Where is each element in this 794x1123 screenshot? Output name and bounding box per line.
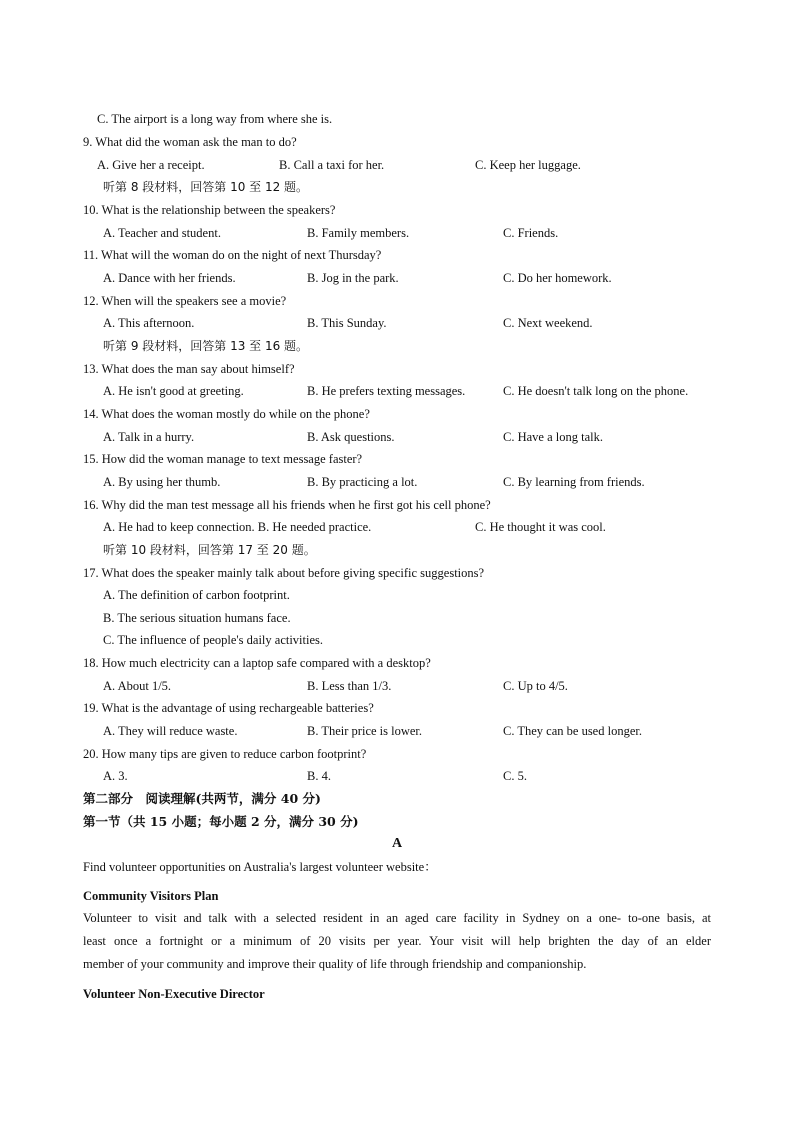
question-18: 18. How much electricity can a laptop safe compared with a desktop? xyxy=(83,656,431,670)
part-2-heading: 第二部分 阅读理解(共两节，满分 40 分) xyxy=(83,791,321,806)
q8-option-c: C. The airport is a long way from where she is. xyxy=(97,112,333,126)
passage-intro: Find volunteer opportunities on Australia's largest volunteer website： xyxy=(83,860,437,874)
heading-volunteer-director: Volunteer Non-Executive Director xyxy=(83,987,265,1001)
q19-option-c: C. They can be used longer. xyxy=(503,724,642,738)
q18-option-a: A. About 1/5. xyxy=(103,679,172,693)
q12-option-b: B. This Sunday. xyxy=(307,316,387,330)
q9-option-a: A. Give her a receipt. xyxy=(97,158,205,172)
q17-option-c: C. The influence of people's daily activities. xyxy=(103,633,324,647)
q13-option-c: C. He doesn't talk long on the phone. xyxy=(503,384,689,398)
paragraph-line-2: least once a fortnight or a minimum of 20 visits per year. Your visit will help brighten the day of an elder xyxy=(83,934,711,948)
q20-option-c: C. 5. xyxy=(503,769,527,783)
q13-option-a: A. He isn't good at greeting. xyxy=(103,384,244,398)
q17-option-b: B. The serious situation humans face. xyxy=(103,611,291,625)
q16-option-c: C. He thought it was cool. xyxy=(475,520,606,534)
section-8-instruction: 听第 8 段材料，回答第 10 至 12 题。 xyxy=(103,180,309,194)
section-1-heading: 第一节（共 15 小题；每小题 2 分，满分 30 分) xyxy=(83,814,359,829)
question-11: 11. What will the woman do on the night of next Thursday? xyxy=(83,248,382,262)
q20-option-b: B. 4. xyxy=(307,769,331,783)
passage-a-label: A xyxy=(391,836,403,851)
q14-option-b: B. Ask questions. xyxy=(307,430,395,444)
question-12: 12. When will the speakers see a movie? xyxy=(83,294,287,308)
paragraph-line-3: member of your community and improve their quality of life through friendship and companionship. xyxy=(83,957,587,971)
q10-option-c: C. Friends. xyxy=(503,226,559,240)
q19-option-b: B. Their price is lower. xyxy=(307,724,423,738)
question-17: 17. What does the speaker mainly talk about before giving specific suggestions? xyxy=(83,566,485,580)
q18-option-c: C. Up to 4/5. xyxy=(503,679,568,693)
q10-option-b: B. Family members. xyxy=(307,226,410,240)
q12-option-c: C. Next weekend. xyxy=(503,316,593,330)
q16-options-a-b: A. He had to keep connection. B. He needed practice. xyxy=(103,520,372,534)
q18-option-b: B. Less than 1/3. xyxy=(307,679,392,693)
q9-option-c: C. Keep her luggage. xyxy=(475,158,581,172)
q13-option-b: B. He prefers texting messages. xyxy=(307,384,466,398)
question-9: 9. What did the woman ask the man to do? xyxy=(83,135,297,149)
question-20: 20. How many tips are given to reduce carbon footprint? xyxy=(83,747,367,761)
section-10-instruction: 听第 10 段材料，回答第 17 至 20 题。 xyxy=(103,543,316,557)
q15-option-c: C. By learning from friends. xyxy=(503,475,645,489)
question-16: 16. Why did the man test message all his friends when he first got his cell phone? xyxy=(83,498,491,512)
section-9-instruction: 听第 9 段材料，回答第 13 至 16 题。 xyxy=(103,339,309,353)
community-visitors-paragraph xyxy=(83,907,711,976)
q9-option-b: B. Call a taxi for her. xyxy=(279,158,385,172)
q11-option-c: C. Do her homework. xyxy=(503,271,612,285)
q20-option-a: A. 3. xyxy=(103,769,128,783)
heading-community-visitors-plan: Community Visitors Plan xyxy=(83,889,219,903)
question-13: 13. What does the man say about himself? xyxy=(83,362,295,376)
question-19: 19. What is the advantage of using rechargeable batteries? xyxy=(83,701,374,715)
question-14: 14. What does the woman mostly do while on the phone? xyxy=(83,407,370,421)
q15-option-b: B. By practicing a lot. xyxy=(307,475,418,489)
question-15: 15. How did the woman manage to text message faster? xyxy=(83,452,363,466)
q11-option-b: B. Jog in the park. xyxy=(307,271,399,285)
q14-option-c: C. Have a long talk. xyxy=(503,430,603,444)
q14-option-a: A. Talk in a hurry. xyxy=(103,430,195,444)
q11-option-a: A. Dance with her friends. xyxy=(103,271,236,285)
q10-option-a: A. Teacher and student. xyxy=(103,226,221,240)
q15-option-a: A. By using her thumb. xyxy=(103,475,221,489)
q12-option-a: A. This afternoon. xyxy=(103,316,195,330)
q17-option-a: A. The definition of carbon footprint. xyxy=(103,588,290,602)
question-10: 10. What is the relationship between the speakers? xyxy=(83,203,336,217)
paragraph-line-1: Volunteer to visit and talk with a selected resident in an aged care facility in Sydney on a one- to-one basis, at xyxy=(83,911,711,925)
q19-option-a: A. They will reduce waste. xyxy=(103,724,238,738)
